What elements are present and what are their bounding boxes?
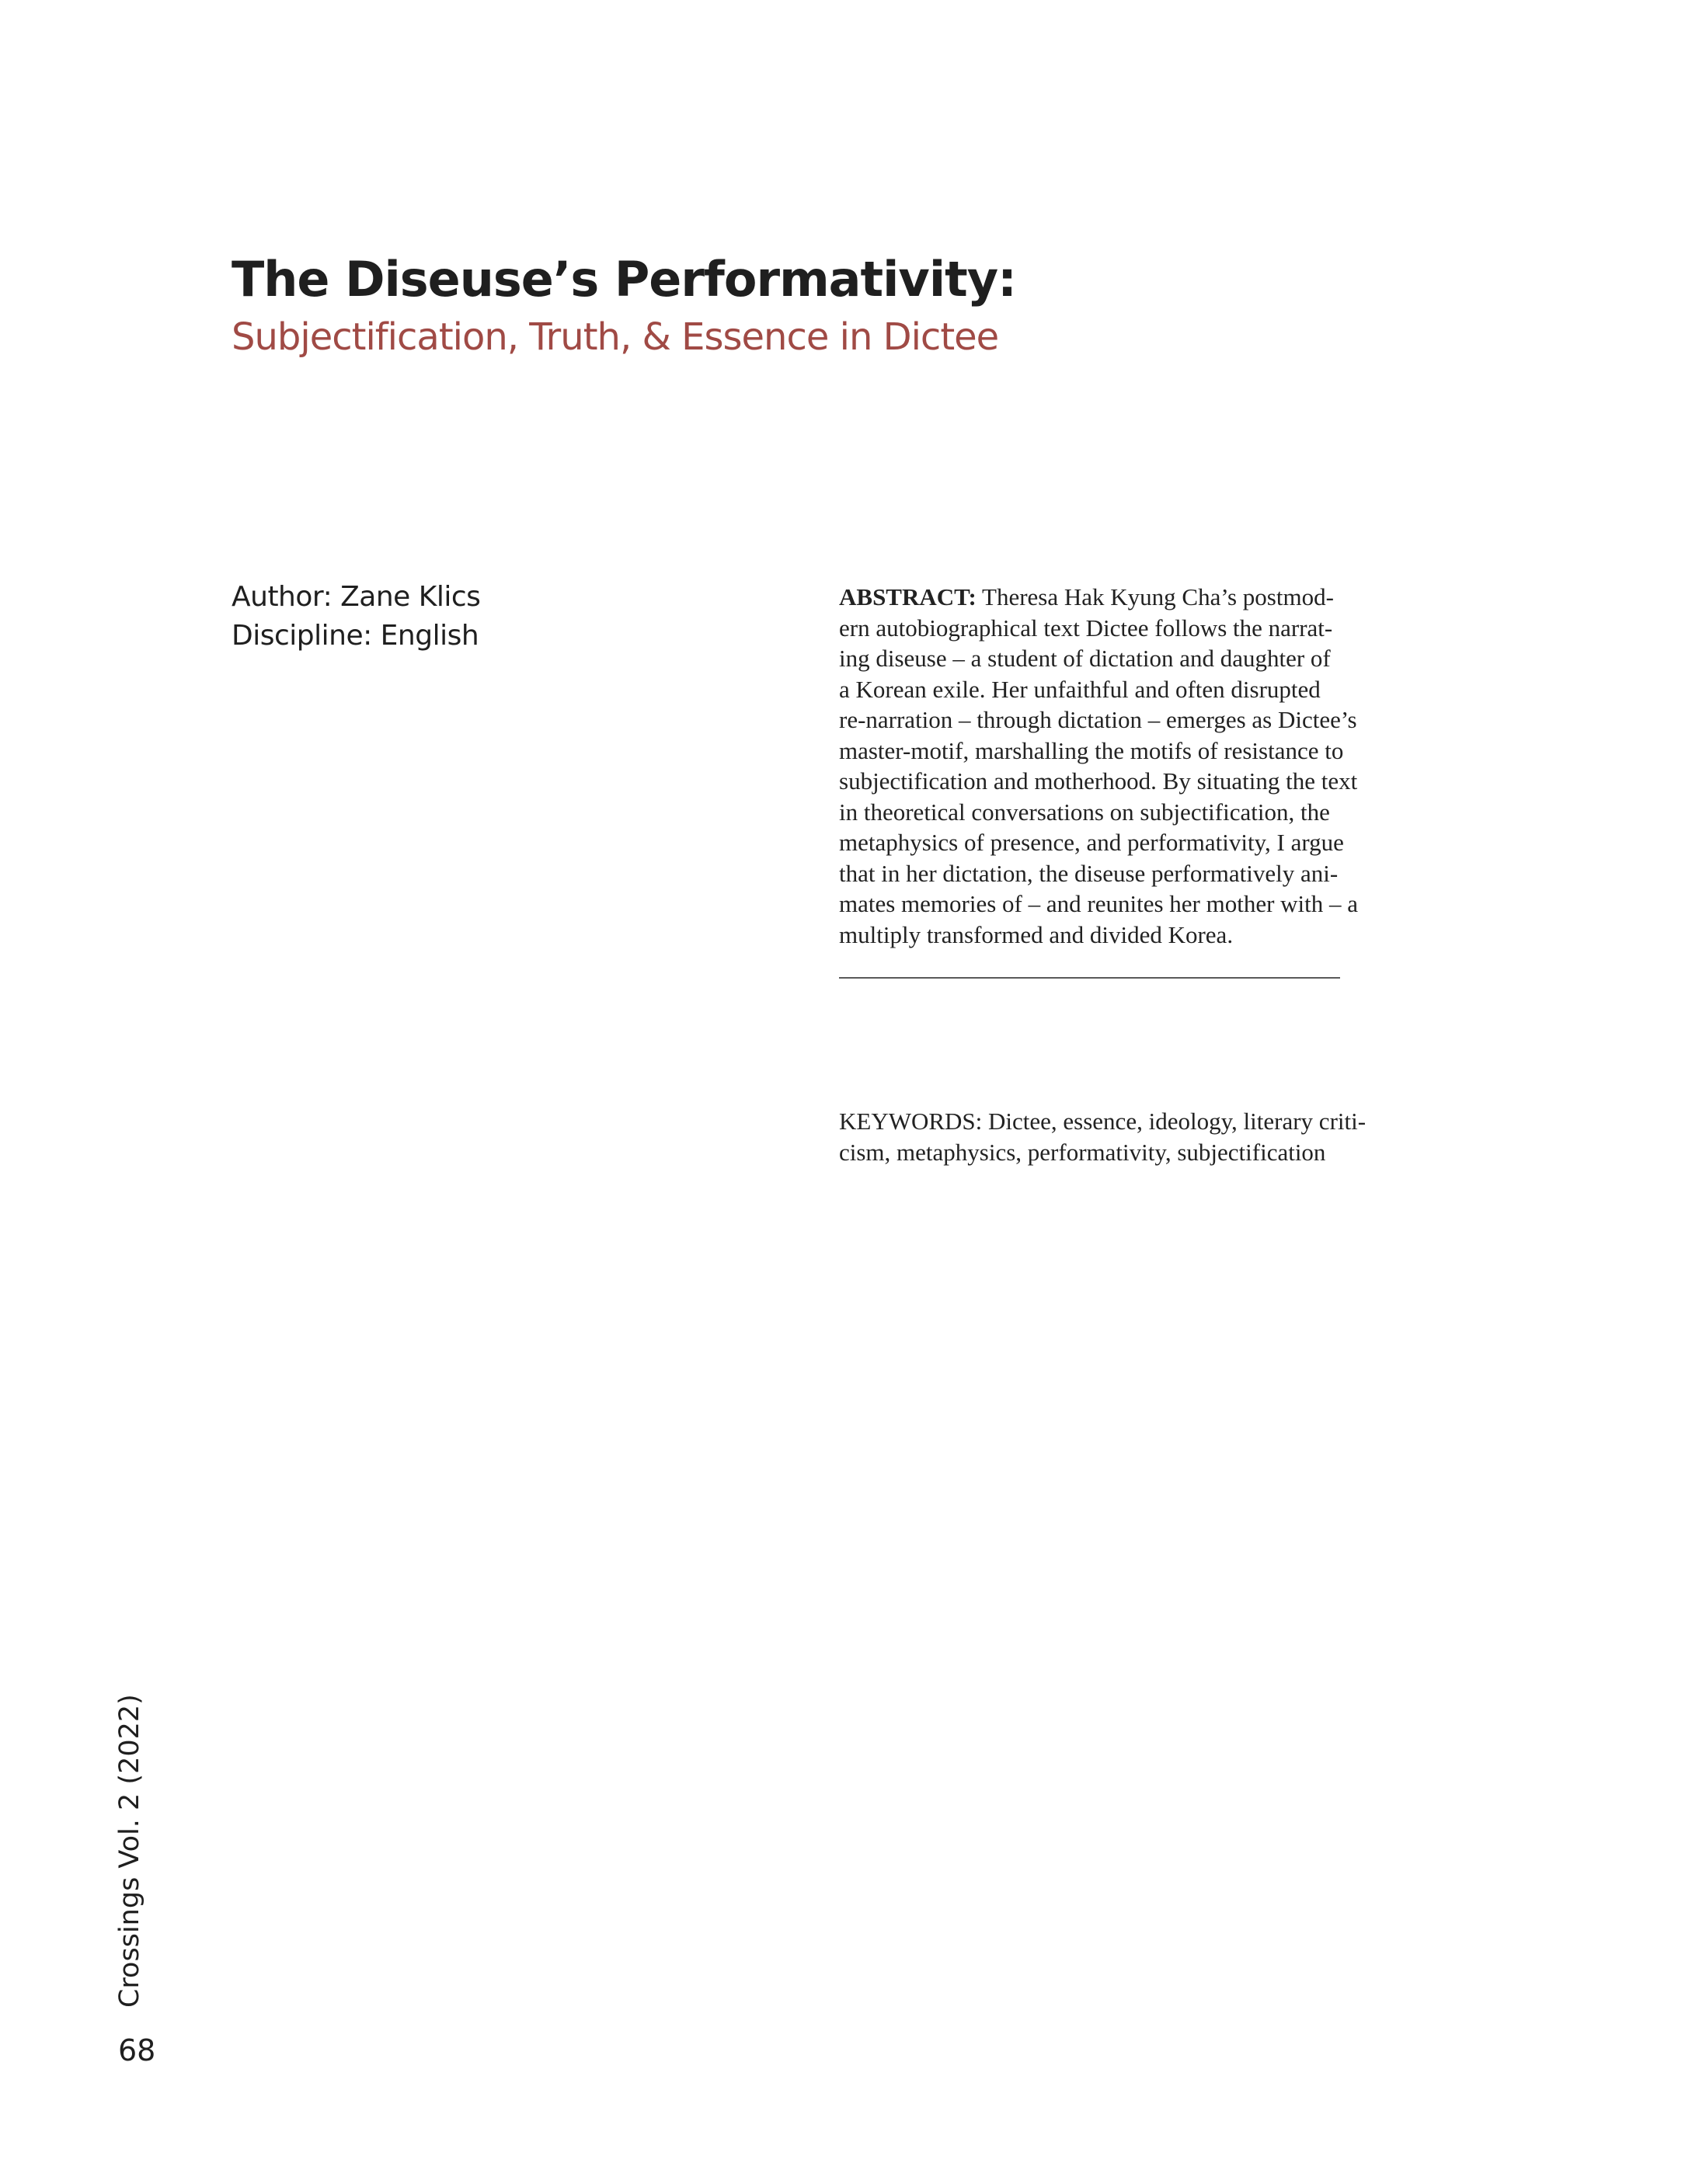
author-info bbox=[232, 578, 480, 656]
keywords-line: cism, metaphysics, performativity, subjectification bbox=[839, 1138, 1326, 1166]
abstract-divider bbox=[839, 977, 1340, 979]
abstract-text: Theresa Hak Kyung Cha’s postmod- bbox=[976, 583, 1334, 610]
abstract-label: ABSTRACT: bbox=[839, 583, 977, 610]
keywords bbox=[839, 1106, 1406, 1167]
article-title: The Diseuse’s Performativity: bbox=[232, 251, 1016, 308]
keywords-line: KEYWORDS: Dictee, essence, ideology, literary criti- bbox=[839, 1108, 1367, 1135]
abstract-line: that in her dictation, the diseuse performatively ani- bbox=[839, 859, 1339, 887]
abstract-line: metaphysics of presence, and performativity, I argue bbox=[839, 829, 1344, 856]
running-head: Crossings Vol. 2 (2022) bbox=[114, 1694, 145, 2008]
abstract-line: subjectification and motherhood. By situating the text bbox=[839, 767, 1358, 795]
abstract-line: a Korean exile. Her unfaithful and often disrupted bbox=[839, 675, 1321, 703]
page-number: 68 bbox=[118, 2033, 156, 2067]
article-subtitle: Subjectification, Truth, & Essence in Dictee bbox=[232, 315, 999, 359]
author-line: Author: Zane Klics bbox=[232, 581, 481, 613]
abstract-line: in theoretical conversations on subjectification, the bbox=[839, 798, 1330, 826]
abstract-line: ern autobiographical text Dictee follows the narrat- bbox=[839, 614, 1333, 642]
abstract bbox=[839, 582, 1406, 950]
abstract-line bbox=[839, 582, 1406, 613]
abstract-line: multiply transformed and divided Korea. bbox=[839, 920, 1234, 948]
abstract-line: ing diseuse – a student of dictation and daughter of bbox=[839, 645, 1331, 672]
abstract-line: mates memories of – and reunites her mother with – a bbox=[839, 890, 1359, 917]
abstract-line: master-motif, marshalling the motifs of resistance to bbox=[839, 736, 1344, 764]
discipline-line: Discipline: English bbox=[232, 620, 479, 652]
abstract-line: re-narration – through dictation – emerges as Dictee’s bbox=[839, 706, 1357, 733]
